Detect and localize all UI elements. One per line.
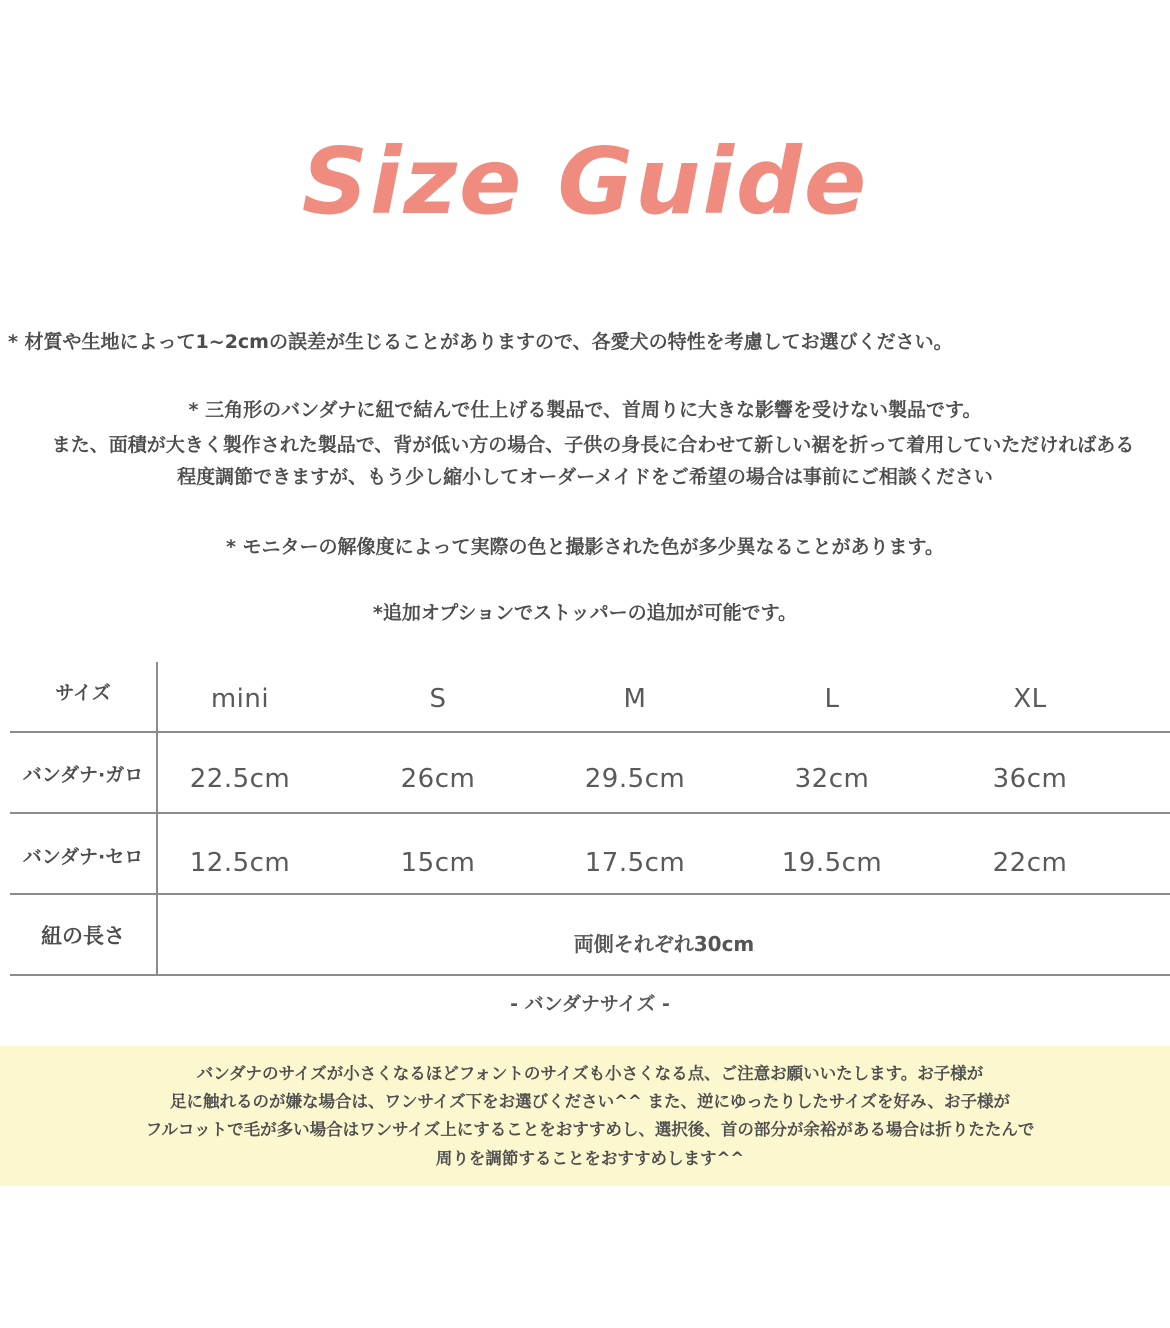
note-stopper-option: *追加オプションでストッパーの追加が可能です。	[372, 602, 798, 624]
row-label-string-length: 紐の長さ	[41, 924, 125, 948]
table-cell: 17.5cm	[584, 848, 686, 878]
table-cell: 12.5cm	[189, 848, 291, 878]
table-rule	[10, 812, 1170, 814]
note-product-line-1: * 三角形のバンダナに紐で結んで仕上げる製品で、首周りに大きな影響を受けない製品です。	[188, 399, 982, 421]
table-cell: 36cm	[992, 764, 1068, 794]
table-cell: 26cm	[400, 764, 476, 794]
note-monitor-color: * モニターの解像度によって実際の色と撮影された色が多少異なることがあります。	[225, 536, 945, 558]
size-col-mini: mini	[210, 684, 270, 714]
size-guide-title: Size Guide	[301, 128, 869, 235]
size-col-m: M	[623, 684, 647, 714]
size-col-s: S	[429, 684, 447, 714]
table-cell: 15cm	[400, 848, 476, 878]
size-table	[10, 662, 1170, 977]
table-rule	[10, 893, 1170, 895]
note-measurement-error: * 材質や生地によって1~2cmの誤差が生じることがありますので、各愛犬の特性を考慮してお選びください。	[8, 331, 953, 353]
table-caption: - バンダナサイズ -	[510, 993, 670, 1015]
note-product-line-3: 程度調節できますが、もう少し縮小してオーダーメイドをご希望の場合は事前にご相談ください	[177, 466, 993, 488]
table-cell: 22cm	[992, 848, 1068, 878]
notice-line: バンダナのサイズが小さくなるほどフォントのサイズも小さくなる点、ご注意お願いいたします。お子様が	[196, 1064, 984, 1083]
table-cell: 22.5cm	[189, 764, 291, 794]
table-cell: 29.5cm	[584, 764, 686, 794]
string-length-value: 両側それぞれ30cm	[573, 932, 755, 956]
row-label-bandana-height: バンダナ·セロ	[22, 846, 144, 868]
row-label-bandana-width: バンダナ·ガロ	[22, 764, 144, 786]
notice-line: 足に触れるのが嫌な場合は、ワンサイズ下をお選びください^^ また、逆にゆったりしたサイズを好み、お子様が	[169, 1092, 1011, 1111]
notice-line: フルコットで毛が多い場合はワンサイズ上にすることをおすすめし、選択後、首の部分が余裕がある場合は折りたたんで	[145, 1120, 1035, 1139]
size-col-l: L	[824, 684, 840, 714]
table-cell: 32cm	[794, 764, 870, 794]
notice-box	[0, 1046, 1170, 1186]
table-rule	[10, 974, 1170, 976]
size-header-label: サイズ	[55, 682, 111, 704]
table-cell: 19.5cm	[781, 848, 883, 878]
table-rule	[10, 731, 1170, 733]
note-product-line-2: また、面積が大きく製作された製品で、背が低い方の場合、子供の身長に合わせて新しい裾を折って着用していただければある	[51, 434, 1135, 456]
notice-line: 周りを調節することをおすすめします^^	[435, 1149, 745, 1168]
size-col-xl: XL	[1013, 684, 1047, 714]
